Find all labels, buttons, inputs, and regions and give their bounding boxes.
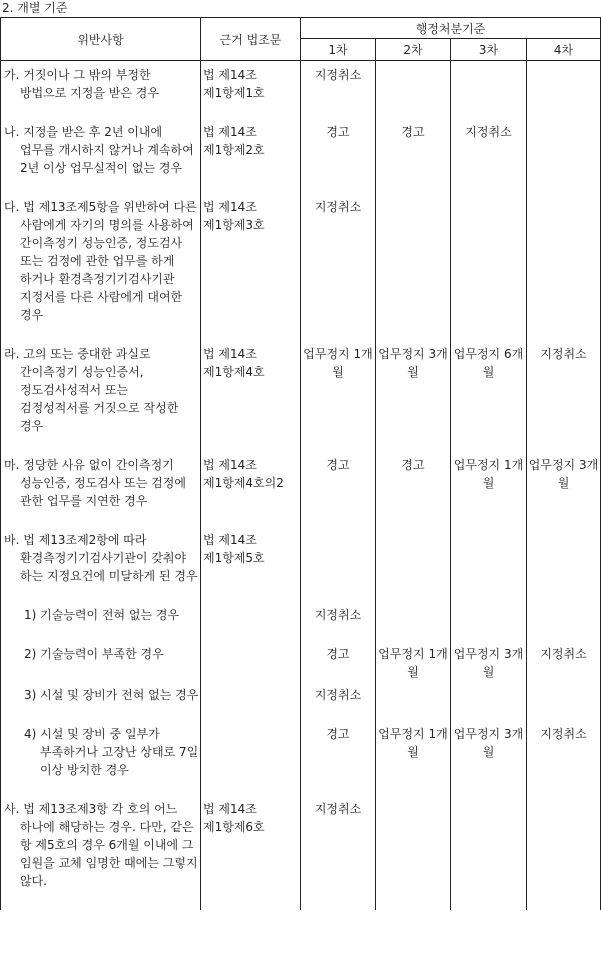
table-row bbox=[1, 340, 601, 451]
header-count-3: 3차 bbox=[451, 39, 527, 61]
disposition-text: 경고 bbox=[326, 125, 350, 139]
law-line: 제1항제4호 bbox=[203, 365, 265, 379]
violation-text: 나. 지정을 받은 후 2년 이내에 업무를 개시하지 않거나 계속하여 2년 이상 업무실적이 없는 경우 bbox=[4, 125, 194, 175]
violation-text: 2) 기술능력이 부족한 경우 bbox=[24, 647, 164, 661]
disposition-text: 지정취소 bbox=[314, 68, 362, 82]
law-cell bbox=[201, 526, 301, 601]
law-line: 법 제14조 bbox=[203, 200, 257, 214]
header-count-2: 2차 bbox=[376, 39, 451, 61]
header-violation: 위반사항 bbox=[1, 18, 201, 61]
law-cell bbox=[201, 720, 301, 795]
disposition-2-cell bbox=[376, 193, 451, 340]
disposition-text: 업무정지 6개월 bbox=[453, 347, 524, 379]
disposition-4-cell bbox=[527, 795, 601, 910]
law-cell bbox=[201, 193, 301, 340]
disposition-4-cell bbox=[527, 720, 601, 795]
disposition-3-cell bbox=[451, 118, 527, 193]
law-cell bbox=[201, 118, 301, 193]
disposition-text: 지정취소 bbox=[540, 727, 587, 741]
violation-text: 4) 시설 및 장비 중 일부가 부족하거나 고장난 상태로 7일 이상 방치한 경우 bbox=[24, 727, 199, 777]
section-heading: 2. 개별 기준 bbox=[2, 1, 68, 15]
disposition-2-cell bbox=[376, 601, 451, 640]
law-cell bbox=[201, 681, 301, 720]
disposition-text: 지정취소 bbox=[314, 688, 362, 702]
disposition-text: 업무정지 3개월 bbox=[378, 347, 448, 379]
law-line: 제1항제6호 bbox=[203, 820, 265, 834]
disposition-1-cell bbox=[301, 681, 376, 720]
disposition-1-cell bbox=[301, 795, 376, 910]
disposition-3-cell bbox=[451, 720, 527, 795]
violation-cell bbox=[1, 795, 201, 910]
table-subrow bbox=[1, 720, 601, 795]
disposition-text: 업무정지 1개월 bbox=[453, 458, 524, 490]
law-line: 법 제14조 bbox=[203, 125, 257, 139]
law-line: 제1항제4호의2 bbox=[203, 476, 284, 490]
disposition-2-cell bbox=[376, 795, 451, 910]
disposition-text: 경고 bbox=[401, 125, 425, 139]
disposition-3-cell bbox=[451, 681, 527, 720]
disposition-4-cell bbox=[527, 340, 601, 451]
violation-text: 사. 법 제13조제3항 각 호의 어느 하나에 해당하는 경우. 다만, 같은 항 제5호의 경우 6개월 이내에 그 임원을 교체 임명한 때에는 그렇지 않다. bbox=[4, 802, 198, 888]
violation-cell bbox=[1, 193, 201, 340]
disposition-4-cell bbox=[527, 193, 601, 340]
disposition-text: 경고 bbox=[326, 458, 350, 472]
violation-cell bbox=[1, 61, 201, 119]
table-row bbox=[1, 193, 601, 340]
violation-cell bbox=[1, 640, 201, 681]
disposition-3-cell bbox=[451, 193, 527, 340]
disposition-2-cell bbox=[376, 451, 451, 526]
violation-cell bbox=[1, 340, 201, 451]
disposition-1-cell bbox=[301, 601, 376, 640]
disposition-text: 업무정지 1개월 bbox=[378, 647, 448, 679]
disposition-4-cell bbox=[527, 681, 601, 720]
disposition-text: 경고 bbox=[401, 458, 425, 472]
law-cell bbox=[201, 601, 301, 640]
disposition-4-cell bbox=[527, 451, 601, 526]
violation-text: 바. 법 제13조제2항에 따라 환경측정기기검사기관이 갖춰야 하는 지정요건에 미달하게 된 경우 bbox=[4, 533, 198, 583]
violation-text: 가. 거짓이나 그 밖의 부정한 방법으로 지정을 받은 경우 bbox=[4, 68, 159, 100]
disposition-text: 경고 bbox=[326, 727, 350, 741]
violation-text: 다. 법 제13조제5항을 위반하여 다른 사람에게 자기의 명의를 사용하여 간이측정기 성능인증, 정도검사 또는 검정에 관한 업무를 하게 하거나 환경측정기기검사기관 지정서를 다른 사람에게 대여한 경우 bbox=[4, 200, 197, 322]
disposition-2-cell bbox=[376, 720, 451, 795]
header-disposition: 행정처분기준 bbox=[301, 18, 601, 39]
disposition-4-cell bbox=[527, 118, 601, 193]
violation-cell bbox=[1, 118, 201, 193]
disposition-3-cell bbox=[451, 340, 527, 451]
violation-cell bbox=[1, 681, 201, 720]
violation-cell bbox=[1, 720, 201, 795]
table-row bbox=[1, 61, 601, 119]
law-line: 제1항제3호 bbox=[203, 218, 265, 232]
disposition-2-cell bbox=[376, 118, 451, 193]
disposition-text: 지정취소 bbox=[314, 200, 362, 214]
disposition-4-cell bbox=[527, 601, 601, 640]
disposition-1-cell bbox=[301, 61, 376, 119]
disposition-1-cell bbox=[301, 118, 376, 193]
disposition-4-cell bbox=[527, 526, 601, 601]
law-cell bbox=[201, 340, 301, 451]
violation-cell bbox=[1, 601, 201, 640]
law-line: 제1항제1호 bbox=[203, 86, 265, 100]
disposition-1-cell bbox=[301, 451, 376, 526]
law-line: 제1항제2호 bbox=[203, 143, 265, 157]
disposition-2-cell bbox=[376, 640, 451, 681]
law-line: 법 제14조 bbox=[203, 533, 257, 547]
disposition-text: 지정취소 bbox=[540, 347, 587, 361]
law-cell bbox=[201, 61, 301, 119]
violation-cell bbox=[1, 526, 201, 601]
header-count-4: 4차 bbox=[527, 39, 601, 61]
disposition-4-cell bbox=[527, 640, 601, 681]
disposition-text: 지정취소 bbox=[314, 608, 362, 622]
disposition-2-cell bbox=[376, 340, 451, 451]
law-cell bbox=[201, 640, 301, 681]
disposition-4-cell bbox=[527, 61, 601, 119]
disposition-3-cell bbox=[451, 61, 527, 119]
disposition-text: 업무정지 3개월 bbox=[453, 727, 524, 759]
disposition-table bbox=[0, 17, 601, 910]
violation-text: 1) 기술능력이 전혀 없는 경우 bbox=[24, 608, 180, 622]
law-line: 법 제14조 bbox=[203, 802, 257, 816]
disposition-1-cell bbox=[301, 340, 376, 451]
disposition-text: 업무정지 1개월 bbox=[378, 727, 448, 759]
table-row bbox=[1, 526, 601, 601]
law-cell bbox=[201, 451, 301, 526]
disposition-text: 지정취소 bbox=[314, 802, 362, 816]
disposition-text: 지정취소 bbox=[465, 125, 512, 139]
header-count-1: 1차 bbox=[301, 39, 376, 61]
disposition-text: 업무정지 3개월 bbox=[528, 458, 599, 490]
disposition-text: 경고 bbox=[326, 647, 350, 661]
disposition-2-cell bbox=[376, 526, 451, 601]
law-line: 법 제14조 bbox=[203, 347, 257, 361]
disposition-text: 업무정지 3개월 bbox=[453, 647, 524, 679]
disposition-1-cell bbox=[301, 720, 376, 795]
table-body bbox=[1, 61, 601, 911]
table-row bbox=[1, 118, 601, 193]
disposition-text: 지정취소 bbox=[540, 647, 587, 661]
disposition-1-cell bbox=[301, 193, 376, 340]
table-row bbox=[1, 451, 601, 526]
table-subrow bbox=[1, 681, 601, 720]
violation-text: 3) 시설 및 장비가 전혀 없는 경우 bbox=[24, 688, 199, 702]
disposition-2-cell bbox=[376, 61, 451, 119]
disposition-3-cell bbox=[451, 451, 527, 526]
disposition-1-cell bbox=[301, 526, 376, 601]
disposition-3-cell bbox=[451, 795, 527, 910]
table-row bbox=[1, 795, 601, 910]
disposition-text: 업무정지 1개월 bbox=[303, 347, 373, 379]
violation-cell bbox=[1, 451, 201, 526]
header-law: 근거 법조문 bbox=[201, 18, 301, 61]
table-subrow bbox=[1, 640, 601, 681]
table-subrow bbox=[1, 601, 601, 640]
disposition-3-cell bbox=[451, 601, 527, 640]
law-cell bbox=[201, 795, 301, 910]
violation-text: 마. 정당한 사유 없이 간이측정기 성능인증, 정도검사 또는 검정에 관한 업무를 지연한 경우 bbox=[4, 458, 186, 508]
violation-text: 라. 고의 또는 중대한 과실로 간이측정기 성능인증서, 정도검사성적서 또는 검정성적서를 거짓으로 작성한 경우 bbox=[4, 347, 179, 433]
law-line: 제1항제5호 bbox=[203, 551, 265, 565]
disposition-3-cell bbox=[451, 640, 527, 681]
disposition-1-cell bbox=[301, 640, 376, 681]
disposition-2-cell bbox=[376, 681, 451, 720]
disposition-3-cell bbox=[451, 526, 527, 601]
law-line: 법 제14조 bbox=[203, 68, 257, 82]
law-line: 법 제14조 bbox=[203, 458, 257, 472]
